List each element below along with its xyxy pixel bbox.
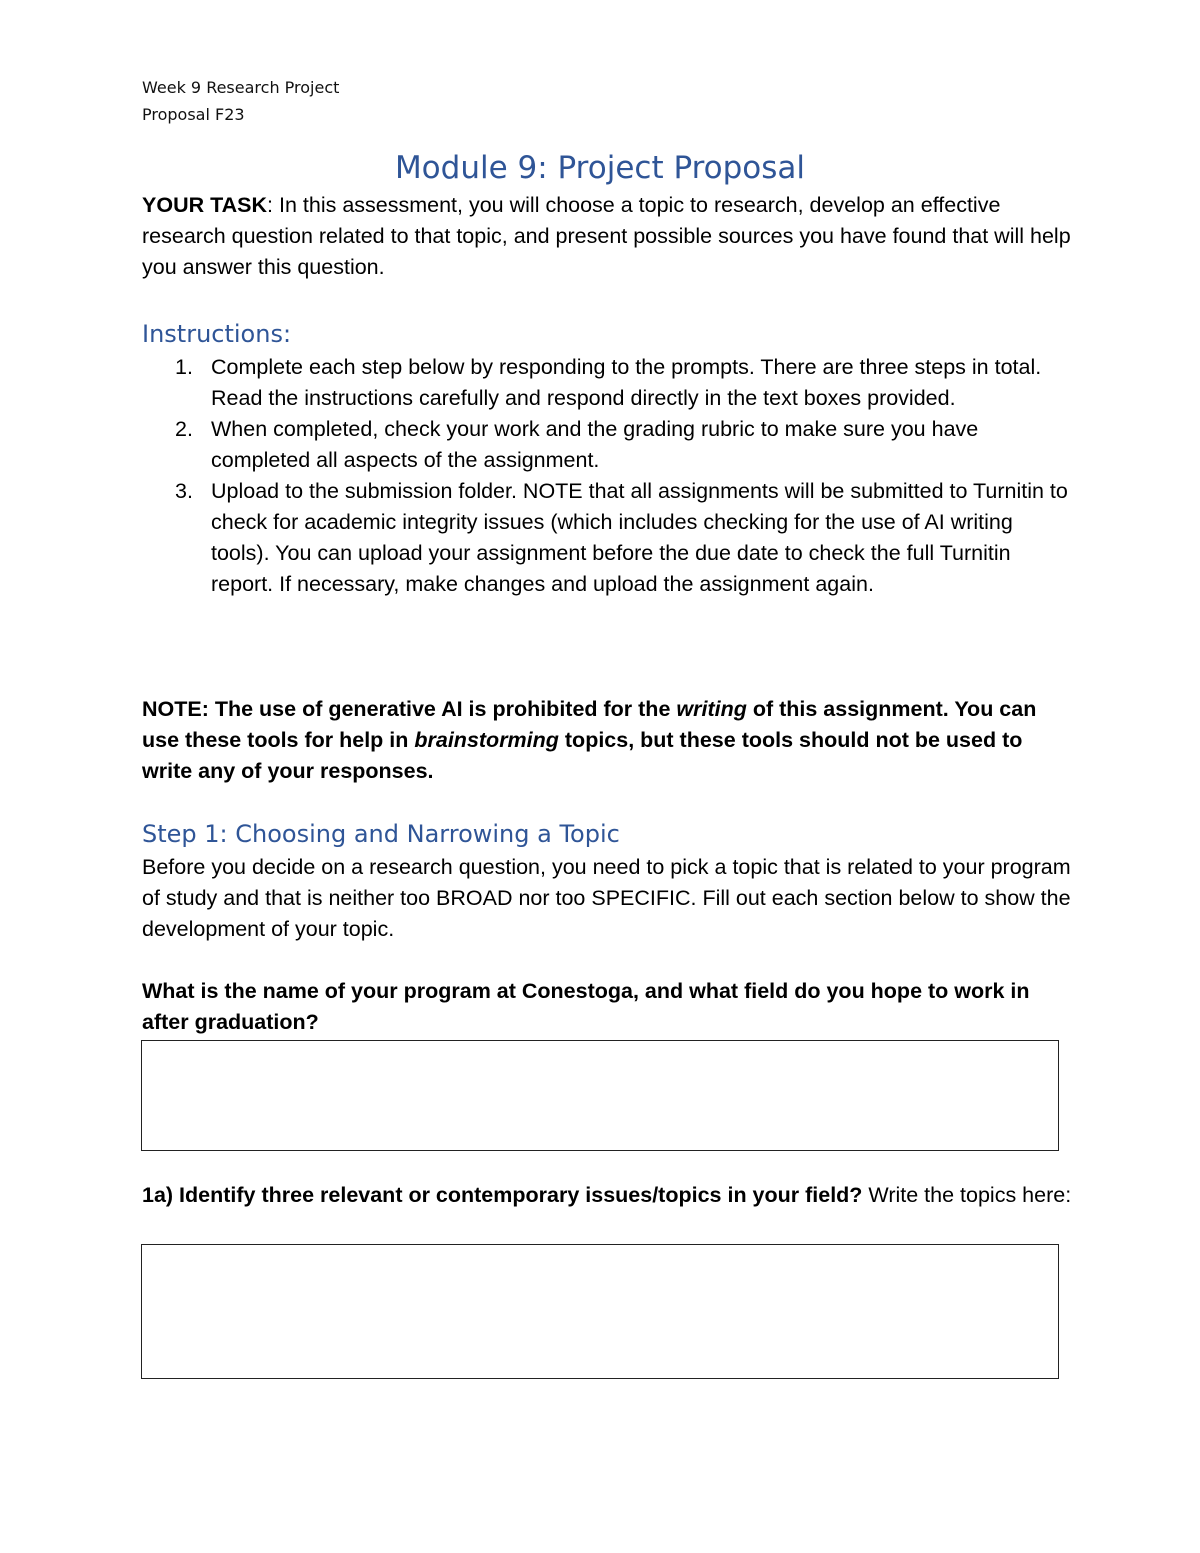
note-text-3: topics, but these tools should not be used to write any of your responses. (142, 728, 1023, 783)
instruction-step-1 (142, 352, 1072, 414)
note-emphasis-brainstorming: brainstorming (414, 728, 559, 752)
question-1a (142, 1180, 1072, 1211)
step1-description: Before you decide on a research question, you need to pick a topic that is related to your program of study and that is neither too BROAD nor too SPECIFIC. Fill out each section below to show the development of your topic. (142, 855, 1071, 941)
instruction-step-2 (142, 414, 1072, 476)
step-number: 2. (175, 417, 193, 441)
note-text-2: of this assignment. You can use these tools for help in (142, 697, 1037, 752)
note-emphasis-writing: writing (676, 697, 747, 721)
header-line-2: Proposal F23 (142, 105, 245, 124)
step-number: 3. (175, 479, 193, 503)
instruction-step-3 (142, 476, 1072, 600)
step-number: 1. (175, 355, 193, 379)
question-1a-bold: 1a) Identify three relevant or contemporary issues/topics in your field? (142, 1183, 863, 1207)
note-text-1: NOTE: The use of generative AI is prohibited for the (142, 697, 677, 721)
page-title: Module 9: Project Proposal (394, 150, 806, 186)
question-1a-rest: Write the topics here: (862, 1183, 1072, 1207)
step-text: When completed, check your work and the grading rubric to make sure you have completed all aspects of the assignment. (211, 417, 979, 472)
step-text: Upload to the submission folder. NOTE that all assignments will be submitted to Turnitin to check for academic integrity issues (which includes checking for the use of AI writing tools). You can upload your assignment before the due date to check the full Turnitin report. If necessary, make changes and upload the assignment again. (211, 479, 1068, 596)
page-header (142, 74, 339, 128)
task-paragraph (142, 190, 1072, 283)
task-label: YOUR TASK (142, 193, 268, 217)
step1-heading: Step 1: Choosing and Narrowing a Topic (142, 820, 620, 848)
header-line-1: Week 9 Research Project (142, 78, 340, 97)
step-text: Complete each step below by responding to the prompts. There are three steps in total. Read the instructions carefully and respond directly in the text boxes provided. (211, 355, 1042, 410)
ai-note (142, 694, 1072, 787)
answer-box-topics[interactable] (141, 1244, 1059, 1379)
instructions-heading: Instructions: (142, 320, 292, 348)
answer-box-program[interactable] (141, 1040, 1059, 1151)
question-program: What is the name of your program at Conestoga, and what field do you hope to work in after graduation? (142, 979, 1030, 1034)
instructions-list (142, 352, 1072, 600)
task-text: : In this assessment, you will choose a topic to research, develop an effective research question related to that topic, and present possible sources you have found that will help you answer this question. (142, 193, 1071, 279)
